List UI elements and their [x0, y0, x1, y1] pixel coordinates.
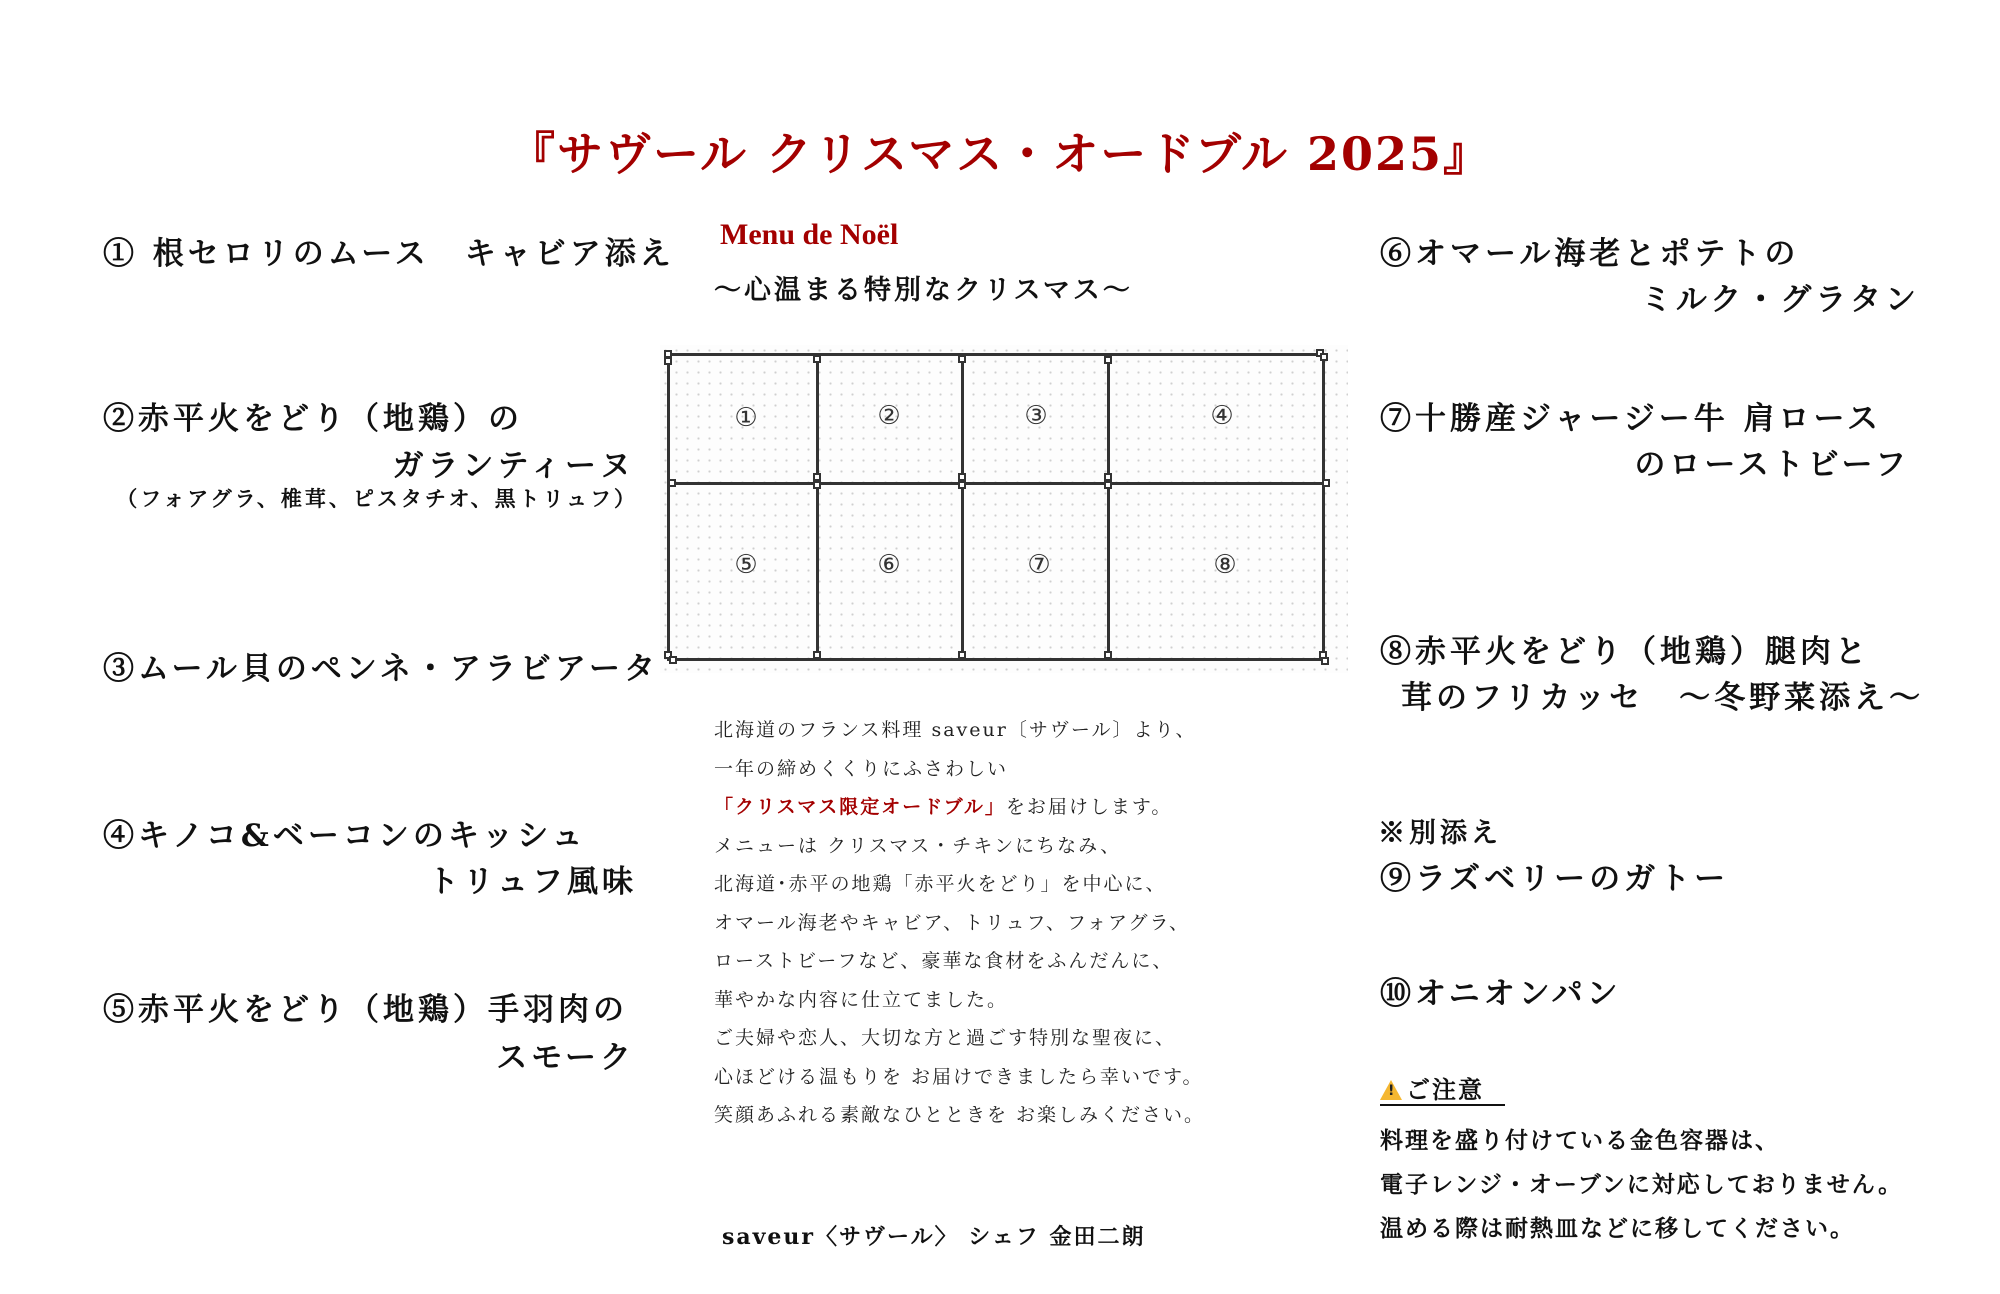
- menu-item-5-line1: ⑤赤平火をどり（地鶏）手羽肉の: [103, 992, 628, 1028]
- grid-handle: [958, 481, 966, 489]
- grid-handle: [1104, 651, 1112, 659]
- intro-line-3-rest: をお届けします。: [1005, 796, 1173, 818]
- menu-item-3: ③ムール貝のペンネ・アラビアータ: [103, 651, 659, 687]
- menu-item-9: ⑨ラズベリーのガトー: [1380, 861, 1730, 897]
- intro-line-10: 心ほどける温もりを お届けできましたら幸いです。: [714, 1065, 1204, 1088]
- menu-item-2-note: （フォアグラ、椎茸、ピスタチオ、黒トリュフ）: [116, 486, 638, 511]
- grid-line-v2: [961, 353, 964, 661]
- warning-icon: [1380, 1080, 1402, 1100]
- caution-line-2: 電子レンジ・オーブンに対応しておりません。: [1380, 1171, 1904, 1198]
- grid-handle: [664, 357, 672, 365]
- grid-cell-4: ④: [1210, 401, 1234, 431]
- intro-line-6: オマール海老やキャビア、トリュフ、フォアグラ、: [714, 911, 1190, 934]
- caution-line-1: 料理を盛り付けている金色容器は、: [1380, 1127, 1780, 1154]
- menu-subtitle: ～心温まる特別なクリスマス～: [714, 275, 1133, 306]
- caution-title-text: ご注意: [1406, 1075, 1484, 1104]
- grid-cell-2: ②: [877, 401, 901, 431]
- intro-line-4: メニューは クリスマス・チキンにちなみ、: [714, 834, 1122, 857]
- grid-cell-6: ⑥: [877, 550, 901, 580]
- grid-handle: [1104, 473, 1112, 481]
- chef-signature: saveur〈サヴール〉 シェフ 金田二朗: [722, 1224, 1146, 1250]
- grid-handle: [813, 651, 821, 659]
- menu-item-2-line2: ガランティーヌ: [392, 448, 635, 484]
- menu-item-4-line1: ④キノコ&ベーコンのキッシュ: [103, 818, 587, 854]
- menu-item-6-line2: ミルク・グラタン: [1640, 282, 1920, 318]
- menu-de-noel-heading: Menu de Noël: [720, 218, 899, 251]
- grid-cell-3: ③: [1024, 401, 1048, 431]
- intro-line-3: [714, 788, 1205, 827]
- grid-handle: [958, 355, 966, 363]
- intro-line-11: 笑顔あふれる素敵なひとときを お楽しみください。: [714, 1104, 1206, 1126]
- menu-item-7-line1: ⑦十勝産ジャージー牛 肩ロース: [1380, 401, 1883, 437]
- page-title: 『サヴール クリスマス・オードブル 2025』: [508, 127, 1492, 181]
- grid-line-v3: [1107, 353, 1110, 661]
- grid-line-right: [1322, 353, 1325, 661]
- menu-item-7-line2: のローストビーフ: [1634, 447, 1910, 483]
- grid-handle: [1322, 479, 1330, 487]
- menu-item-2-line1: ②赤平火をどり（地鶏）の: [103, 401, 523, 437]
- caution-section: [1380, 1070, 1505, 1105]
- grid-line-middle: [668, 482, 1326, 485]
- grid-line-bottom: [668, 658, 1326, 661]
- caution-line-3: 温める際は耐熱皿などに移してください。: [1380, 1215, 1855, 1242]
- highlight-text: 「クリスマス限定オードブル」: [714, 796, 1006, 818]
- grid-line-left: [667, 353, 670, 661]
- intro-line-5: 北海道･赤平の地鶏「赤平火をどり」を中心に、: [714, 873, 1167, 895]
- grid-handle: [1320, 353, 1328, 361]
- grid-cell-7: ⑦: [1027, 550, 1051, 580]
- intro-line-2: 一年の締めくくりにふさわしい: [714, 757, 1009, 780]
- grid-cell-1: ①: [734, 403, 758, 433]
- grid-handle: [1104, 481, 1112, 489]
- intro-line-7: ローストビーフなど、豪華な食材をふんだんに、: [714, 950, 1174, 972]
- grid-handle: [1321, 657, 1329, 665]
- menu-item-5-line2: スモーク: [496, 1040, 635, 1076]
- extras-label: ※別添え: [1378, 818, 1502, 849]
- caution-heading: [1380, 1075, 1505, 1106]
- menu-item-8-line2: 茸のフリカッセ ～冬野菜添え～: [1401, 680, 1925, 716]
- grid-cell-8: ⑧: [1213, 550, 1237, 580]
- intro-line-9: ご夫婦や恋人、大切な方と過ごす特別な聖夜に、: [714, 1027, 1177, 1049]
- menu-item-4-line2: トリュフ風味: [427, 864, 637, 900]
- grid-handle: [813, 355, 821, 363]
- grid-cell-5: ⑤: [734, 550, 758, 580]
- grid-handle: [958, 473, 966, 481]
- grid-handle: [669, 656, 677, 664]
- grid-handle: [668, 479, 676, 487]
- grid-handle: [958, 651, 966, 659]
- menu-item-1: ① 根セロリのムース キャビア添え: [103, 236, 675, 272]
- menu-item-8-line1: ⑧赤平火をどり（地鶏）腿肉と: [1380, 634, 1870, 670]
- grid-handle: [813, 473, 821, 481]
- menu-item-10: ⑩オニオンパン: [1380, 976, 1622, 1012]
- intro-paragraph: [714, 711, 1205, 1135]
- grid-line-v1: [816, 353, 819, 661]
- intro-line-8: 華やかな内容に仕立てました。: [714, 988, 1009, 1011]
- grid-line-top: [668, 353, 1326, 356]
- grid-handle: [1104, 356, 1112, 364]
- menu-item-6-line1: ⑥オマール海老とポテトの: [1380, 236, 1800, 272]
- grid-background: [660, 345, 1348, 673]
- intro-line-1: 北海道のフランス料理 saveur〔サヴール〕より、: [714, 719, 1197, 741]
- grid-handle: [813, 481, 821, 489]
